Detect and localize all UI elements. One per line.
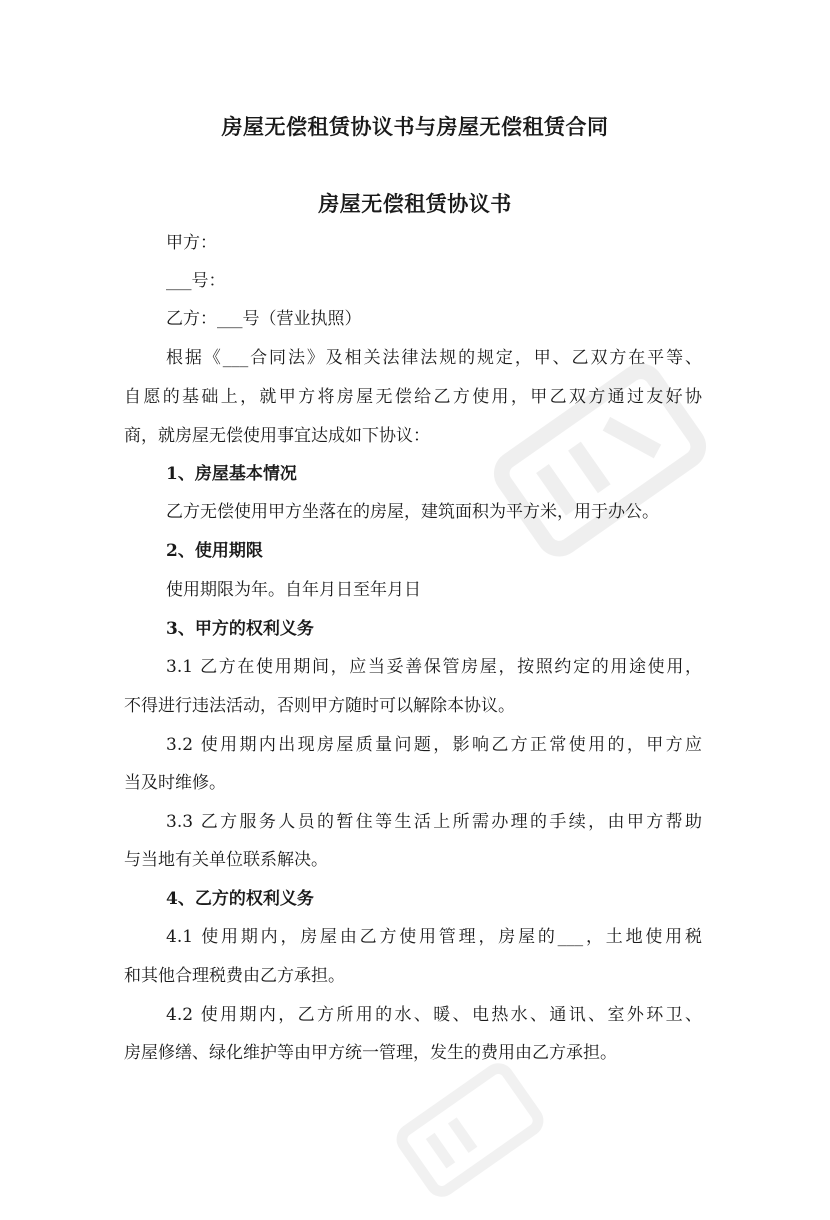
clause-3-3-line-2: 与当地有关单位联系解决。 <box>124 850 328 870</box>
watermark-logo-icon-bottom <box>380 1040 560 1220</box>
preamble-line-3: 商，就房屋无偿使用事宜达成如下协议： <box>124 426 430 446</box>
main-title: 房屋无偿租赁协议书与房屋无偿租赁合同 <box>221 114 609 139</box>
clause-4-1-line-1: 4.1 使用期内，房屋由乙方使用管理，房屋的___，土地使用税 <box>166 927 702 947</box>
section-heading-2: 2、使用期限 <box>166 541 263 561</box>
party-b-line: 乙方：___号（营业执照） <box>166 309 362 329</box>
preamble-line-2: 自愿的基础上，就甲方将房屋无偿给乙方使用，甲乙双方通过友好协 <box>124 387 702 407</box>
section-heading-4: 4、乙方的权利义务 <box>166 889 314 909</box>
preamble-line-1: 根据《___合同法》及相关法律法规的规定，甲、乙双方在平等、 <box>166 348 702 368</box>
section-heading-1: 1、房屋基本情况 <box>166 464 297 484</box>
clause-3-1-line-1: 3.1 乙方在使用期间，应当妥善保管房屋，按照约定的用途使用， <box>166 657 702 677</box>
section-heading-3: 3、甲方的权利义务 <box>166 619 314 639</box>
clause-3-2-line-1: 3.2 使用期内出现房屋质量问题，影响乙方正常使用的，甲方应 <box>166 735 702 755</box>
section-2-text: 使用期限为年。自年月日至年月日 <box>166 580 421 600</box>
clause-3-2-line-2: 当及时维修。 <box>124 773 226 793</box>
clause-3-1-line-2: 不得进行违法活动，否则甲方随时可以解除本协议。 <box>124 696 515 716</box>
clause-4-2-line-1: 4.2 使用期内，乙方所用的水、暖、电热水、通讯、室外环卫、 <box>166 1005 702 1025</box>
clause-4-2-line-2: 房屋修缮、绿化维护等由甲方统一管理，发生的费用由乙方承担。 <box>124 1043 617 1063</box>
sub-title: 房屋无偿租赁协议书 <box>318 191 512 216</box>
clause-3-3-line-1: 3.3 乙方服务人员的暂住等生活上所需办理的手续，由甲方帮助 <box>166 812 702 832</box>
party-a-line: 甲方： <box>166 233 217 253</box>
clause-4-1-line-2: 和其他合理税费由乙方承担。 <box>124 966 345 986</box>
id-number-line: ___号： <box>166 271 226 291</box>
section-1-text: 乙方无偿使用甲方坐落在的房屋，建筑面积为平方米，用于办公。 <box>166 502 659 522</box>
